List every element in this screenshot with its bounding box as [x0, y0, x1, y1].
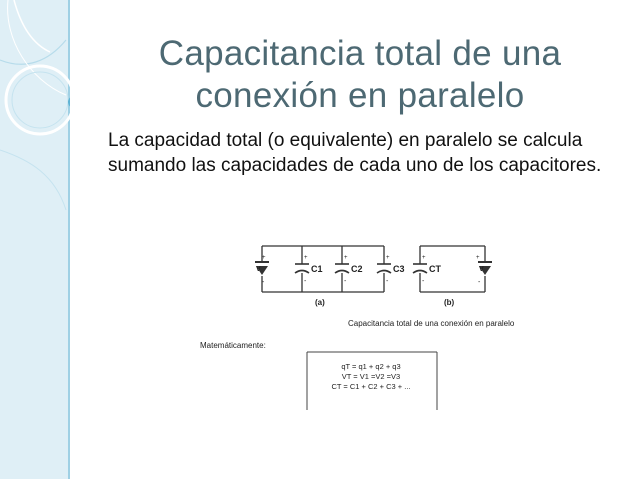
equation-charge: qT = q1 + q2 + q3 — [341, 362, 401, 371]
title-line-1: Capacitancia total de una — [158, 34, 562, 73]
plus-sign-b: + — [476, 255, 480, 261]
label-a: (a) — [315, 298, 325, 307]
body-paragraph: La capacidad total (o equivalente) en paralelo se calcula sumando las capacidades de cada uno de los capacitores. — [108, 130, 602, 176]
cap-total-label: CT — [429, 264, 441, 274]
source-label-a: V — [256, 266, 261, 273]
minus-sign-a: - — [262, 279, 265, 286]
capacitor-symbols-a — [295, 264, 391, 273]
plus-sign-c3: + — [386, 255, 390, 261]
cap1-label: C1 — [311, 264, 323, 274]
figure-caption: Capacitancia total de una conexión en paralelo — [348, 319, 515, 328]
plus-sign-c1: + — [304, 255, 308, 261]
label-b: (b) — [444, 298, 455, 307]
minus-sign-b: - — [478, 279, 481, 286]
title-line-2: conexión en paralelo — [195, 76, 525, 115]
equation-voltage: VT = V1 =V2 =V3 — [341, 372, 401, 381]
minus-sign-c1: - — [304, 278, 307, 285]
minus-sign-c2: - — [344, 278, 347, 285]
circuit-a-wires — [262, 246, 384, 292]
plus-sign-c2: + — [344, 255, 348, 261]
source-label-b: V — [479, 266, 484, 273]
capacitor-symbol-b — [413, 264, 427, 273]
plus-sign-a: + — [262, 255, 266, 261]
minus-sign-c3: - — [386, 278, 389, 285]
cap2-label: C2 — [351, 264, 363, 274]
math-label: Matemáticamente: — [200, 341, 266, 350]
minus-sign-ct: - — [422, 278, 425, 285]
plus-sign-ct: + — [422, 255, 426, 261]
equation-capacitance: CT = C1 + C2 + C3 + ... — [331, 382, 411, 391]
equation-box — [307, 352, 437, 410]
cap3-label: C3 — [393, 264, 405, 274]
